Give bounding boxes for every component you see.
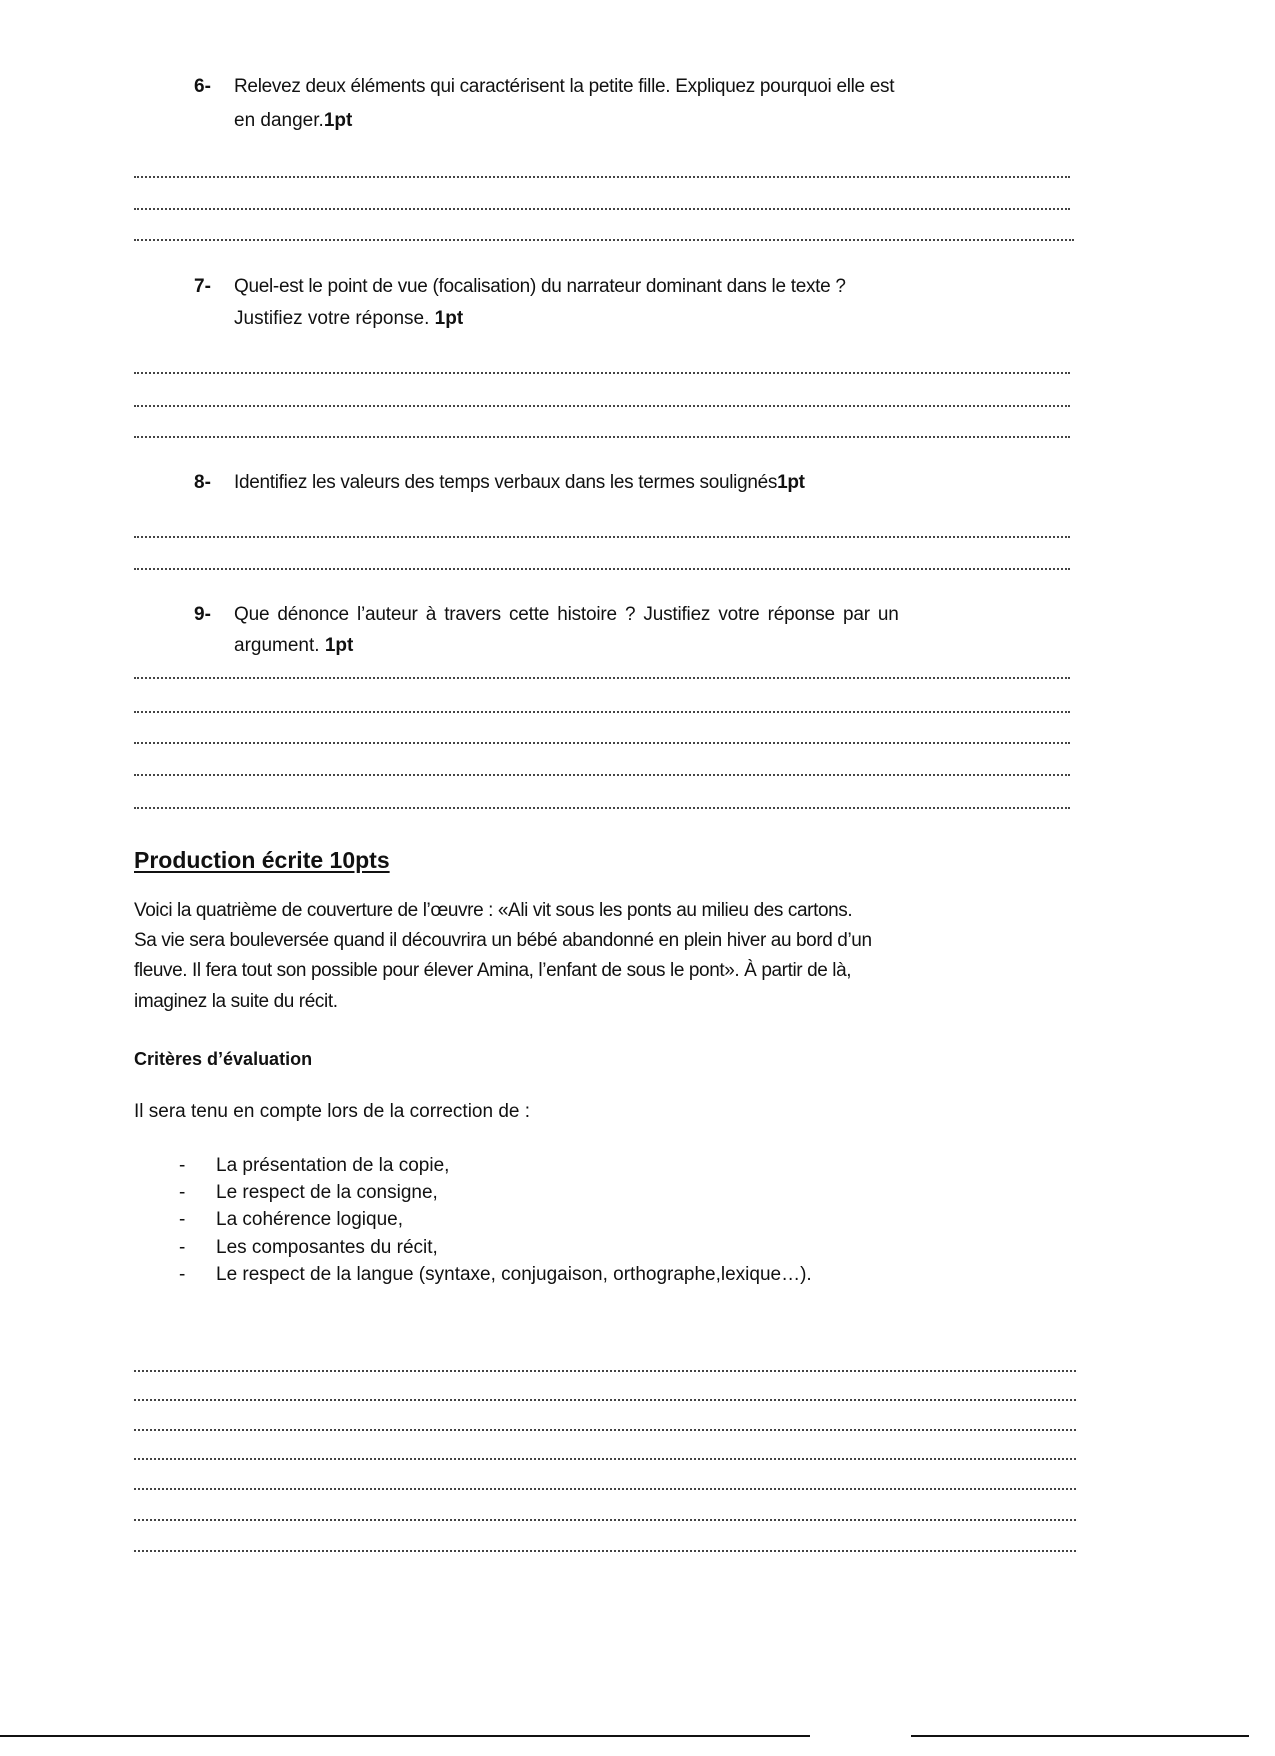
question-6-text: en danger. <box>234 110 324 131</box>
prompt-line: Voici la quatrième de couverture de l’œuvre : «Ali vit sous les ponts au milieu des cartons. <box>134 900 853 921</box>
writing-line[interactable] <box>134 1519 1076 1521</box>
answer-line[interactable] <box>134 239 1074 241</box>
question-9-points: 1pt <box>324 635 354 656</box>
question-7-points: 1pt <box>434 308 464 329</box>
prompt-line: imaginez la suite du récit. <box>134 991 338 1012</box>
criteria-item: Le respect de la langue (syntaxe, conjugaison, orthographe,lexique…). <box>216 1264 812 1285</box>
criteria-item: La cohérence logique, <box>216 1209 403 1230</box>
question-8-points: 1pt <box>777 472 805 493</box>
answer-line[interactable] <box>134 677 1070 679</box>
bullet-dash: - <box>179 1209 186 1230</box>
prompt-line: Sa vie sera bouleversée quand il découvrira un bébé abandonné en plein hiver au bord d’un <box>134 930 872 951</box>
criteria-item: Les composantes du récit, <box>216 1237 438 1258</box>
answer-line[interactable] <box>134 176 1070 178</box>
question-7-text: Justifiez votre réponse. <box>234 308 435 329</box>
writing-line[interactable] <box>134 1370 1076 1372</box>
footer-rule <box>0 1735 810 1737</box>
answer-line[interactable] <box>134 405 1070 407</box>
writing-line[interactable] <box>134 1550 1076 1552</box>
question-6-points: 1pt <box>323 110 353 131</box>
question-6-text-line-2 <box>234 110 352 132</box>
bullet-dash: - <box>179 1182 186 1203</box>
answer-line[interactable] <box>134 436 1070 438</box>
question-8-text-line-1 <box>234 472 805 494</box>
question-9-text-line-1: Que dénonce l’auteur à travers cette histoire ? Justifiez votre réponse par un <box>234 604 899 625</box>
writing-line[interactable] <box>134 1458 1076 1460</box>
answer-line[interactable] <box>134 711 1070 713</box>
question-9-number: 9- <box>194 604 211 625</box>
answer-line[interactable] <box>134 372 1070 374</box>
criteria-item: La présentation de la copie, <box>216 1155 450 1176</box>
criteria-item: Le respect de la consigne, <box>216 1182 438 1203</box>
question-9-text: argument. <box>234 635 325 656</box>
bullet-dash: - <box>179 1264 186 1285</box>
question-8-text: Identifiez les valeurs des temps verbaux dans les termes soulignés <box>234 472 778 493</box>
answer-line[interactable] <box>134 807 1070 809</box>
section-heading-production: Production écrite 10pts <box>134 847 390 873</box>
question-8-number: 8- <box>194 472 211 493</box>
criteria-intro: Il sera tenu en compte lors de la correction de : <box>134 1101 531 1122</box>
answer-line[interactable] <box>134 208 1070 210</box>
bullet-dash: - <box>179 1237 186 1258</box>
answer-line[interactable] <box>134 774 1070 776</box>
question-6-text-line-1: Relevez deux éléments qui caractérisent la petite fille. Expliquez pourquoi elle est <box>234 76 895 97</box>
writing-line[interactable] <box>134 1429 1076 1431</box>
footer-rule <box>911 1735 1249 1737</box>
writing-line[interactable] <box>134 1488 1076 1490</box>
question-7-text-line-2 <box>234 308 463 330</box>
question-7-text-line-1: Quel-est le point de vue (focalisation) du narrateur dominant dans le texte ? <box>234 276 846 297</box>
answer-line[interactable] <box>134 742 1070 744</box>
question-7-number: 7- <box>194 276 211 297</box>
question-6-number: 6- <box>194 76 211 97</box>
criteria-heading: Critères d’évaluation <box>134 1049 313 1069</box>
question-9-text-line-2 <box>234 635 353 657</box>
prompt-line: fleuve. Il fera tout son possible pour élever Amina, l’enfant de sous le pont». À partir de là, <box>134 960 852 981</box>
bullet-dash: - <box>179 1155 186 1176</box>
answer-line[interactable] <box>134 568 1070 570</box>
answer-line[interactable] <box>134 536 1070 538</box>
writing-line[interactable] <box>134 1399 1076 1401</box>
